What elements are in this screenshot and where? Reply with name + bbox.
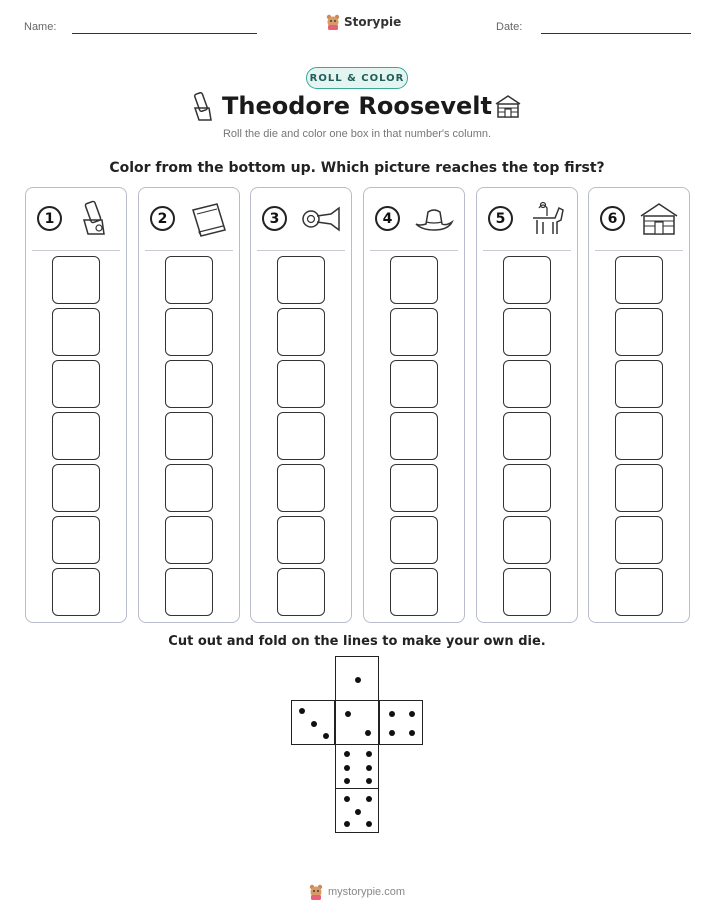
column-6 xyxy=(588,187,690,623)
die-pip xyxy=(366,778,372,784)
color-box[interactable] xyxy=(503,256,551,304)
color-box[interactable] xyxy=(615,516,663,564)
die-pip xyxy=(344,751,350,757)
brand-logo xyxy=(326,14,401,30)
title-row xyxy=(0,92,714,124)
column-2 xyxy=(138,187,240,623)
horse-icon xyxy=(525,200,569,238)
color-box[interactable] xyxy=(52,308,100,356)
die-pip xyxy=(355,809,361,815)
color-box[interactable] xyxy=(52,412,100,460)
header-row xyxy=(0,14,714,44)
bear-icon xyxy=(326,14,340,30)
column-number: 3 xyxy=(262,206,287,231)
footer-url[interactable]: mystorypie.com xyxy=(327,886,406,898)
color-box[interactable] xyxy=(503,516,551,564)
die-pip xyxy=(345,711,351,717)
die-face-3 xyxy=(291,700,335,745)
die-pip xyxy=(366,821,372,827)
color-box[interactable] xyxy=(390,308,438,356)
die-pip xyxy=(344,765,350,771)
column-3 xyxy=(250,187,352,623)
color-box[interactable] xyxy=(503,412,551,460)
die-pip xyxy=(311,721,317,727)
color-box[interactable] xyxy=(52,568,100,616)
color-box[interactable] xyxy=(503,360,551,408)
color-box[interactable] xyxy=(390,568,438,616)
color-box[interactable] xyxy=(52,360,100,408)
color-box[interactable] xyxy=(615,568,663,616)
color-box[interactable] xyxy=(615,464,663,512)
color-box[interactable] xyxy=(390,360,438,408)
color-box[interactable] xyxy=(277,568,325,616)
die-pip xyxy=(389,730,395,736)
column-number: 2 xyxy=(150,206,175,231)
column-4 xyxy=(363,187,465,623)
color-box[interactable] xyxy=(165,308,213,356)
bugle-icon xyxy=(299,200,343,238)
color-box[interactable] xyxy=(390,464,438,512)
date-line[interactable] xyxy=(541,33,691,34)
name-label: Name: xyxy=(24,21,57,33)
die-pip xyxy=(344,796,350,802)
die-face-1 xyxy=(335,656,379,701)
color-box[interactable] xyxy=(615,360,663,408)
page-title: Theodore Roosevelt xyxy=(222,92,492,120)
die-pip xyxy=(344,778,350,784)
column-divider xyxy=(145,250,233,251)
die-pip xyxy=(366,796,372,802)
color-box[interactable] xyxy=(390,516,438,564)
color-box[interactable] xyxy=(277,464,325,512)
color-box[interactable] xyxy=(277,412,325,460)
color-box[interactable] xyxy=(615,256,663,304)
cabin-icon xyxy=(494,94,522,120)
color-box[interactable] xyxy=(52,256,100,304)
column-number: 5 xyxy=(488,206,513,231)
column-number: 4 xyxy=(375,206,400,231)
die-pip xyxy=(323,733,329,739)
die-pip xyxy=(299,708,305,714)
subtitle: Roll the die and color one box in that number's column. xyxy=(222,128,492,140)
name-line[interactable] xyxy=(72,33,257,34)
die-pip xyxy=(366,751,372,757)
column-number: 1 xyxy=(37,206,62,231)
column-divider xyxy=(257,250,345,251)
date-label: Date: xyxy=(496,21,523,33)
die-pip xyxy=(355,677,361,683)
color-box[interactable] xyxy=(165,360,213,408)
die-face-5 xyxy=(335,788,379,833)
color-box[interactable] xyxy=(52,516,100,564)
color-box[interactable] xyxy=(390,256,438,304)
column-divider xyxy=(32,250,120,251)
color-box[interactable] xyxy=(503,568,551,616)
color-box[interactable] xyxy=(165,256,213,304)
color-box[interactable] xyxy=(390,412,438,460)
cowboy-hat-icon xyxy=(412,200,456,238)
footer xyxy=(0,884,714,900)
die-pip xyxy=(344,821,350,827)
die-pip xyxy=(409,711,415,717)
column-1 xyxy=(25,187,127,623)
color-box[interactable] xyxy=(503,308,551,356)
roll-color-badge: ROLL & COLOR xyxy=(306,67,408,89)
color-box[interactable] xyxy=(277,256,325,304)
instruction: Color from the bottom up. Which picture reaches the top first? xyxy=(109,160,605,176)
color-box[interactable] xyxy=(165,568,213,616)
color-box[interactable] xyxy=(615,308,663,356)
column-divider xyxy=(595,250,683,251)
column-5 xyxy=(476,187,578,623)
die-face-6 xyxy=(335,744,379,789)
color-box[interactable] xyxy=(52,464,100,512)
die-pip xyxy=(389,711,395,717)
book-icon xyxy=(187,200,231,238)
column-divider xyxy=(483,250,571,251)
color-box[interactable] xyxy=(165,464,213,512)
column-divider xyxy=(370,250,458,251)
color-box[interactable] xyxy=(277,360,325,408)
color-box[interactable] xyxy=(277,308,325,356)
brand-name: Storypie xyxy=(344,15,402,29)
bear-icon xyxy=(309,884,323,900)
die-pip xyxy=(409,730,415,736)
die-face-4 xyxy=(379,700,423,745)
cabin-icon xyxy=(637,200,681,238)
cut-instruction: Cut out and fold on the lines to make your own die. xyxy=(168,634,546,649)
column-number: 6 xyxy=(600,206,625,231)
die-face-2 xyxy=(335,700,379,745)
color-box[interactable] xyxy=(165,412,213,460)
die-pip xyxy=(366,765,372,771)
color-box[interactable] xyxy=(503,464,551,512)
die-pip xyxy=(365,730,371,736)
color-box[interactable] xyxy=(615,412,663,460)
inhaler-icon xyxy=(74,200,118,238)
color-box[interactable] xyxy=(165,516,213,564)
color-box[interactable] xyxy=(277,516,325,564)
